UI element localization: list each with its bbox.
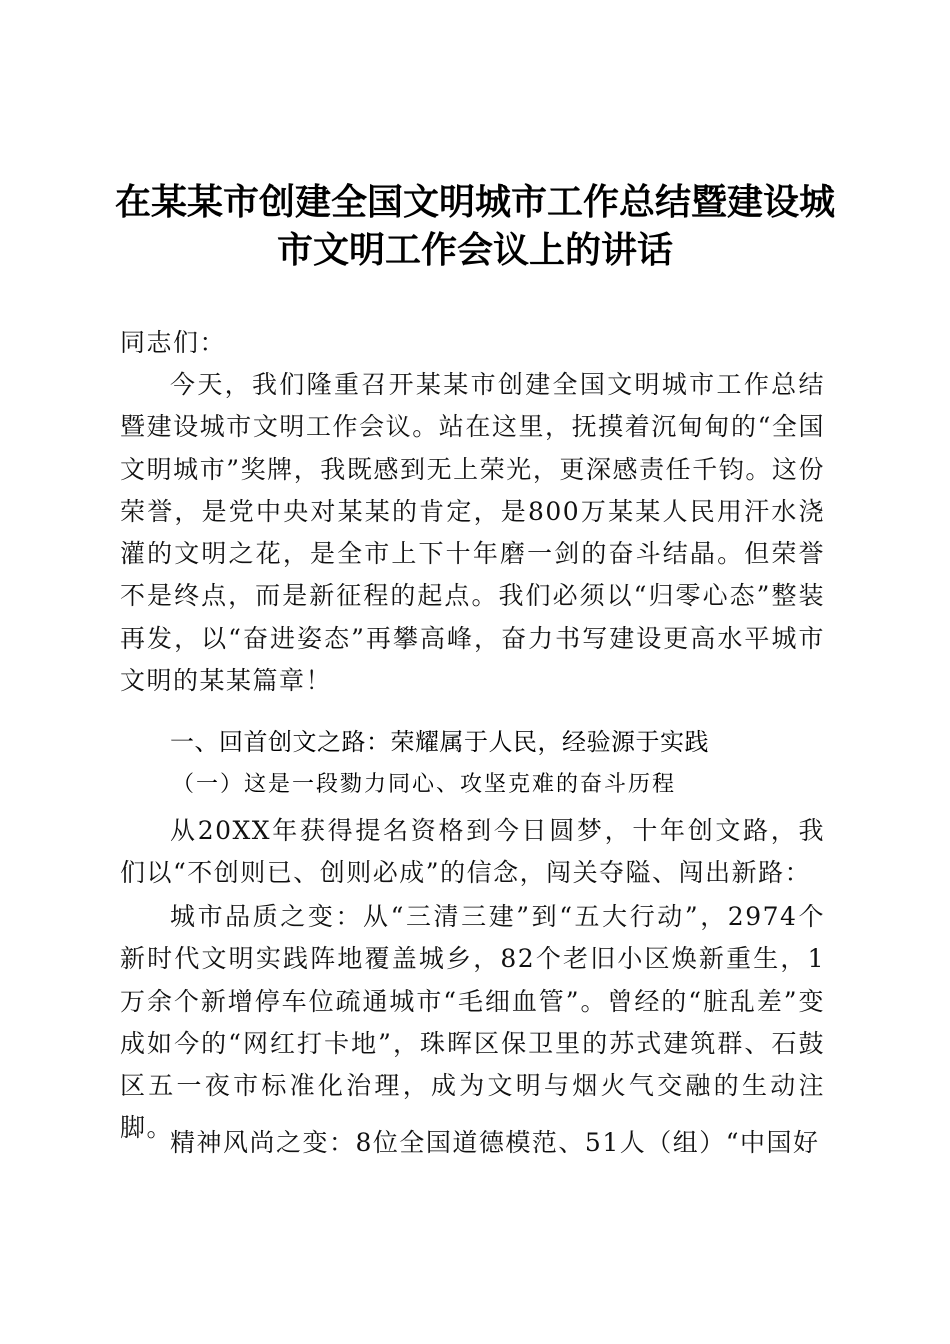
section-heading-1: 一、回首创文之路：荣耀属于人民，经验源于实践 [170, 728, 709, 756]
salutation: 同志们： [120, 328, 227, 357]
paragraph-spirit: 精神风尚之变：8位全国道德模范、51人（组）“中国好 [170, 1128, 820, 1157]
subsection-heading-1: （一）这是一段勠力同心、攻坚克难的奋斗历程 [172, 772, 677, 797]
document-title-line-1: 在某某市创建全国文明城市工作总结暨建设城 [114, 181, 835, 223]
paragraph-intro: 今天，我们隆重召开某某市创建全国文明城市工作总结暨建设城市文明工作会议。站在这里，抚摸着沉甸甸的“全国文明城市”奖牌，我既感到无上荣光，更深感责任千钧。这份荣誉，是党中央对某某的肯定，是800万某某人民用汗水浇灌的文明之花，是全市上下十年磨一剑的奋斗结晶。但荣誉不是终点，而是新征程的起点。我们必须以“归零心态”整装再发，以“奋进姿态”再攀高峰，奋力书写建设更高水平城市文明的某某篇章！ [120, 370, 825, 696]
document-title-line-2: 市文明工作会议上的讲话 [276, 229, 673, 271]
paragraph-city-quality: 城市品质之变：从“三清三建”到“五大行动”，2974个新时代文明实践阵地覆盖城乡，82个老旧小区焕新重生，1万余个新增停车位疏通城市“毛细血管”。曾经的“脏乱差”变成如今的“网红打卡地”，珠晖区保卫里的苏式建筑群、石鼓区五一夜市标准化治理，成为文明与烟火气交融的生动注脚。 [120, 902, 825, 1143]
paragraph-history: 从20XX年获得提名资格到今日圆梦，十年创文路，我们以“不创则已、创则必成”的信念，闯关夺隘、闯出新路： [120, 816, 825, 888]
